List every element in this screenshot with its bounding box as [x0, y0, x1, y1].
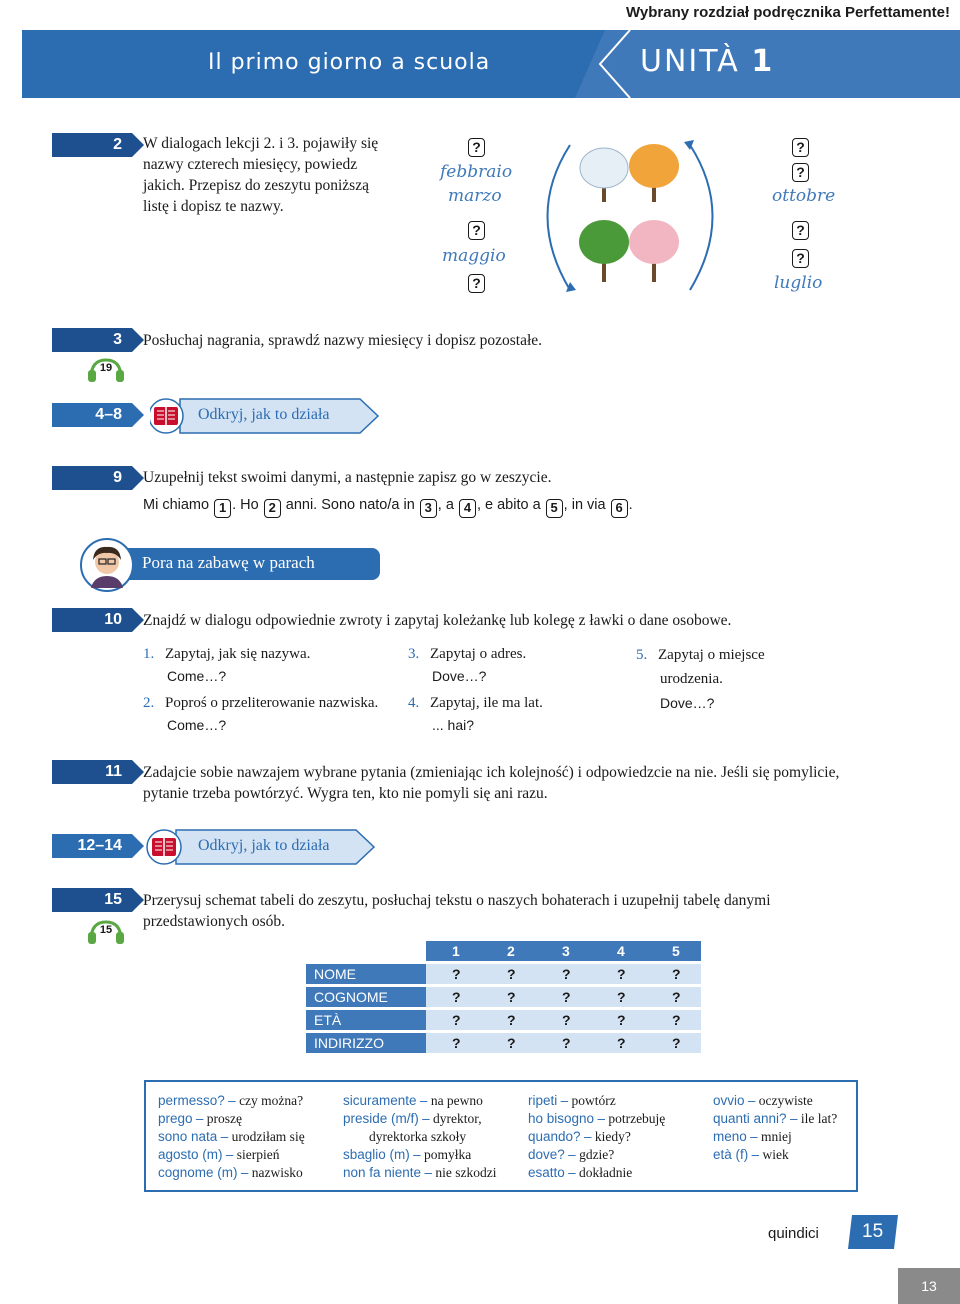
missing-month-box: ?	[468, 274, 485, 293]
pair-work-label: Pora na zabawę w parach	[142, 553, 315, 572]
item-text: Poproś o przeliterowanie nazwiska.	[165, 695, 379, 711]
table-cell: ?	[591, 964, 646, 984]
sentence-part: , e abito a	[476, 497, 541, 513]
table-cell: ?	[646, 1033, 701, 1053]
month-marzo: marzo	[448, 186, 502, 206]
table-cell: ?	[536, 964, 591, 984]
month-maggio: maggio	[442, 246, 506, 266]
sentence-part: Mi chiamo	[143, 497, 210, 513]
item-hint: Dove…?	[432, 668, 487, 684]
table-cell: ?	[591, 987, 646, 1007]
blank-box-3[interactable]: 3	[420, 499, 437, 518]
vocab-entry: prego – proszę	[158, 1111, 243, 1126]
blank-box-6[interactable]: 6	[611, 499, 628, 518]
exercise-9-instruction: Uzupełnij tekst swoimi danymi, a następnie zapisz go w zeszycie.	[143, 469, 552, 486]
page-word: quindici	[768, 1225, 819, 1242]
missing-month-box: ?	[792, 221, 809, 240]
exercise-15-instruction: Przerysuj schemat tabeli do zeszytu, posłuchaj tekstu o naszych bohaterach i uzupełnij tabelę danymi przedstawionych osób.	[143, 892, 771, 930]
item-number: 5.	[636, 647, 648, 663]
unit-label: UNITÀ 1	[640, 44, 775, 79]
row-header: COGNOME	[306, 987, 426, 1007]
item-number: 2.	[143, 695, 155, 711]
vocab-entry: quando? – kiedy?	[528, 1129, 631, 1144]
missing-month-box: ?	[468, 138, 485, 157]
row-header: ETÀ	[306, 1010, 426, 1030]
table-cell: ?	[481, 987, 536, 1007]
table-cell: ?	[426, 964, 481, 984]
discover-banner[interactable]	[150, 398, 380, 434]
data-table	[306, 938, 701, 1056]
vocab-entry: dyrektorka szkoły	[369, 1129, 467, 1144]
row-header: NOME	[306, 964, 426, 984]
top-banner	[0, 0, 960, 28]
list-item	[143, 643, 403, 688]
seasons-diagram	[430, 130, 850, 300]
sentence-part: .	[628, 497, 633, 513]
month-luglio: luglio	[774, 273, 823, 293]
vocab-column-3	[528, 1092, 708, 1182]
track-number-15: 15	[99, 924, 113, 936]
vocabulary-box	[146, 1080, 858, 1192]
headphones-icon[interactable]	[87, 918, 125, 944]
item-text: Zapytaj, jak się nazywa.	[165, 646, 311, 662]
vocab-column-1	[158, 1092, 338, 1182]
headphones-icon[interactable]	[87, 356, 125, 382]
table-row	[306, 1010, 701, 1030]
vocab-column-2	[343, 1092, 523, 1182]
vocab-entry: cognome (m) – nazwisko	[158, 1165, 303, 1180]
vocab-entry: ovvio – oczywiste	[713, 1093, 813, 1108]
month-febbraio: febbraio	[440, 162, 513, 182]
teacher-avatar	[80, 538, 134, 592]
sentence-part: , in via	[563, 497, 606, 513]
discover-label: Odkryj, jak to działa	[198, 406, 330, 423]
item-hint: Dove…?	[660, 695, 715, 711]
vocab-entry: ho bisogno – potrzebuję	[528, 1111, 666, 1126]
vocab-entry: sono nata – urodziłam się	[158, 1129, 305, 1144]
exercise-11-instruction: Zadajcie sobie nawzajem wybrane pytania (zmieniając ich kolejność) i odpowiedzcie na nie. Jeśli się pomylicie, pytanie trzeba powtórzyć. Wygra ten, kto nie pomyli się ani razu.	[143, 764, 840, 802]
list-item	[408, 692, 608, 737]
table-corner	[306, 941, 426, 961]
exercise-number-11: 11	[52, 760, 132, 784]
vocab-entry: preside (m/f) – dyrektor,	[343, 1111, 482, 1126]
item-number: 3.	[408, 646, 420, 662]
item-text: urodzenia.	[660, 671, 723, 687]
column-header: 3	[536, 941, 591, 961]
vocab-entry: quanti anni? – ile lat?	[713, 1111, 838, 1126]
table-cell: ?	[646, 964, 701, 984]
item-hint: Come…?	[167, 717, 227, 733]
item-text: Zapytaj o adres.	[430, 646, 527, 662]
vocab-entry: agosto (m) – sierpień	[158, 1147, 280, 1162]
table-cell: ?	[646, 987, 701, 1007]
table-cell: ?	[481, 1010, 536, 1030]
item-text: Zapytaj o miejsce	[658, 647, 765, 663]
month-ottobre: ottobre	[772, 186, 836, 206]
track-number-19: 19	[99, 362, 113, 374]
column-header: 4	[591, 941, 646, 961]
item-hint: ... hai?	[432, 717, 475, 733]
vocab-entry: permesso? – czy można?	[158, 1093, 304, 1108]
table-cell: ?	[481, 964, 536, 984]
table-cell: ?	[426, 1033, 481, 1053]
table-header-row	[306, 941, 701, 961]
exercise-number-4-8: 4–8	[52, 403, 132, 427]
missing-month-box: ?	[792, 163, 809, 182]
table-cell: ?	[536, 1010, 591, 1030]
vocab-entry: ripeti – powtórz	[528, 1093, 616, 1108]
column-header: 1	[426, 941, 481, 961]
exercise-10-instruction: Znajdź w dialogu odpowiednie zwroty i zapytaj koleżankę lub kolegę z ławki o dane osobowe.	[143, 612, 732, 629]
table-cell: ?	[426, 1010, 481, 1030]
table-row	[306, 1033, 701, 1053]
item-hint: Come…?	[167, 668, 227, 684]
sentence-part: . Ho	[232, 497, 259, 513]
trees-illustration	[530, 130, 730, 300]
blank-box-5[interactable]: 5	[546, 499, 563, 518]
list-item	[143, 692, 408, 737]
sentence-part: anni. Sono nato/a in	[285, 497, 415, 513]
table-cell: ?	[536, 1033, 591, 1053]
chapter-title: Il primo giorno a scuola	[208, 50, 491, 75]
exercise-3-instruction: Posłuchaj nagrania, sprawdź nazwy miesięcy i dopisz pozostałe.	[143, 332, 543, 349]
vocab-entry: sicuramente – na pewno	[343, 1093, 483, 1108]
list-item	[408, 643, 608, 688]
table-cell: ?	[646, 1010, 701, 1030]
table-row	[306, 987, 701, 1007]
missing-month-box: ?	[792, 138, 809, 157]
chapter-header	[0, 30, 960, 98]
vocab-entry: non fa niente – nie szkodzi	[343, 1165, 497, 1180]
item-number: 4.	[408, 695, 420, 711]
exercise-number-9: 9	[52, 466, 132, 490]
vocab-entry: meno – mniej	[713, 1129, 792, 1144]
fill-in-sentence	[143, 497, 633, 518]
missing-month-box: ?	[792, 249, 809, 268]
exercise-number-2: 2	[52, 133, 132, 157]
vocab-column-4	[713, 1092, 853, 1164]
table-cell: ?	[481, 1033, 536, 1053]
column-header: 5	[646, 941, 701, 961]
item-text: Zapytaj, ile ma lat.	[430, 695, 543, 711]
sentence-part: , a	[437, 497, 454, 513]
list-item	[636, 643, 816, 716]
column-header: 2	[481, 941, 536, 961]
blank-box-2[interactable]: 2	[264, 499, 281, 518]
page-number-badge	[848, 1213, 900, 1253]
blank-box-4[interactable]: 4	[459, 499, 476, 518]
discover-label: Odkryj, jak to działa	[198, 837, 330, 854]
pair-work-banner	[118, 548, 380, 580]
table-row	[306, 964, 701, 984]
exercise-number-3: 3	[52, 328, 132, 352]
item-number: 1.	[143, 646, 155, 662]
table-cell: ?	[591, 1033, 646, 1053]
exercise-number-15: 15	[52, 888, 132, 912]
vocab-entry: dove? – gdzie?	[528, 1147, 615, 1162]
top-banner-text: Wybrany rozdział podręcznika Perfettamente!	[626, 4, 950, 21]
vocab-entry: sbaglio (m) – pomyłka	[343, 1147, 472, 1162]
exercise-number-12-14: 12–14	[52, 834, 132, 858]
row-header: INDIRIZZO	[306, 1033, 426, 1053]
missing-month-box: ?	[468, 221, 485, 240]
page-number: 15	[862, 1221, 884, 1242]
discover-banner[interactable]	[146, 829, 376, 865]
table-cell: ?	[536, 987, 591, 1007]
table-cell: ?	[426, 987, 481, 1007]
corner-page-number: 13	[898, 1268, 960, 1304]
vocab-entry: età (f) – wiek	[713, 1147, 789, 1162]
exercise-2-instruction: W dialogach lekcji 2. i 3. pojawiły się nazwy czterech miesięcy, powiedz jakich. Przepisz do zeszytu poniższą listę i dopisz te nazwy.	[143, 135, 379, 215]
exercise-number-10: 10	[52, 608, 132, 632]
vocab-entry: esatto – dokładnie	[528, 1165, 633, 1180]
table-cell: ?	[591, 1010, 646, 1030]
blank-box-1[interactable]: 1	[214, 499, 231, 518]
